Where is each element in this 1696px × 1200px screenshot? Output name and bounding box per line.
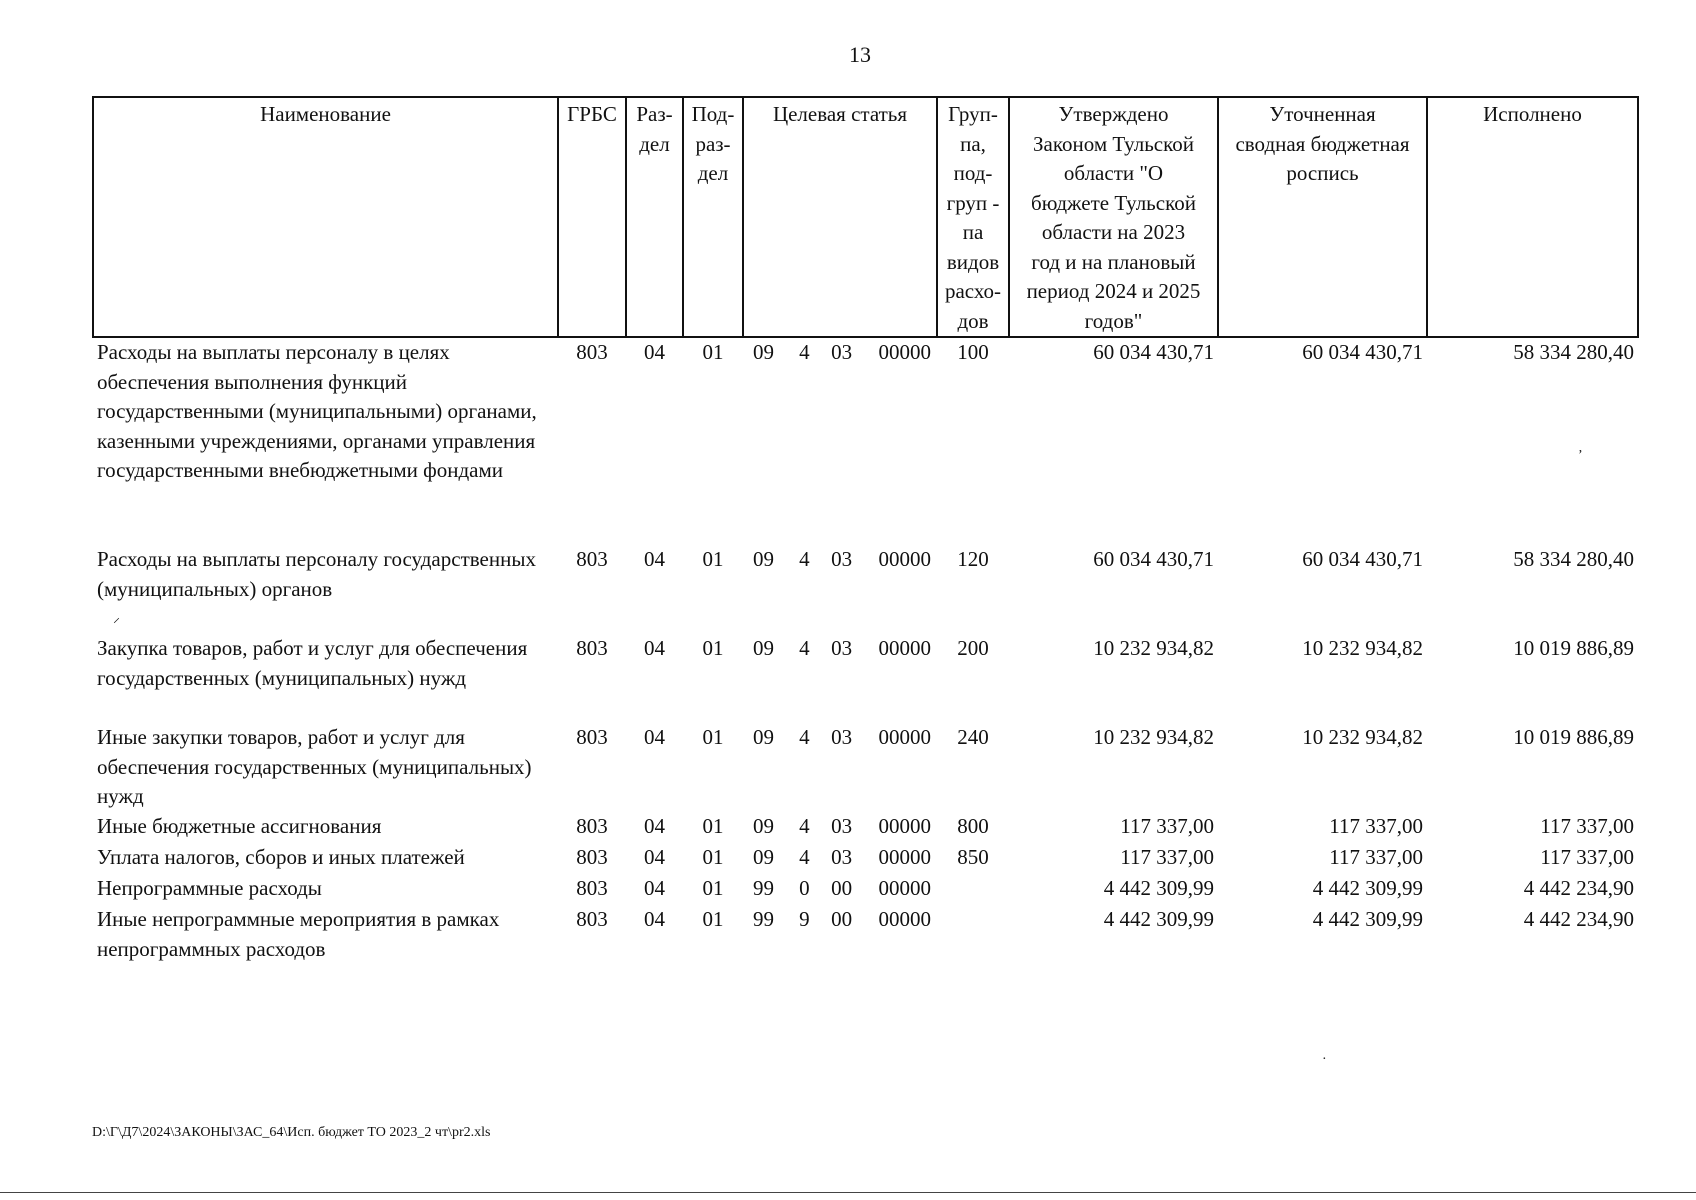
row-target [743, 874, 937, 905]
row-target [743, 634, 937, 723]
row-target [743, 545, 937, 634]
target-main: 03 [831, 845, 853, 869]
target-program: 09 [753, 340, 774, 364]
row-refined: 10 232 934,82 [1302, 636, 1423, 660]
header-executed: Исполнено [1427, 97, 1638, 337]
table-row [93, 905, 1638, 964]
row-group: 100 [957, 340, 989, 364]
row-target [743, 723, 937, 812]
table-row [93, 634, 1638, 723]
row-refined: 4 442 309,99 [1312, 907, 1423, 931]
target-direction: 00000 [878, 845, 931, 869]
bottom-rule [0, 1192, 1696, 1193]
row-grbs: 803 [576, 636, 608, 660]
row-podrazdel: 01 [702, 814, 724, 838]
row-executed: 10 019 886,89 [1513, 636, 1634, 660]
row-executed: 10 019 886,89 [1513, 725, 1634, 749]
header-podrazdel: Под- раз- дел [683, 97, 743, 337]
row-group: 200 [957, 636, 989, 660]
row-grbs: 803 [576, 814, 608, 838]
row-group [937, 874, 1009, 905]
row-name: Иные закупки товаров, работ и услуг для обеспечения государственных (муниципальных) нужд [97, 725, 532, 808]
row-group [937, 905, 1009, 964]
target-direction: 00000 [878, 547, 931, 571]
row-approved: 117 337,00 [1120, 845, 1214, 869]
row-grbs: 803 [576, 340, 608, 364]
row-podrazdel: 01 [702, 547, 724, 571]
row-executed: 4 442 234,90 [1523, 907, 1634, 931]
target-direction: 00000 [878, 340, 931, 364]
file-path-footer: D:\Г\Д7\2024\ЗАКОНЫ\ЗАС_64\Исп. бюджет ТО 2023_2 чт\pr2.xls [92, 1125, 491, 1140]
table-row [93, 337, 1638, 545]
target-program: 09 [753, 845, 774, 869]
row-refined: 60 034 430,71 [1302, 547, 1423, 571]
target-direction: 00000 [878, 725, 931, 749]
row-executed: 58 334 280,40 [1513, 547, 1634, 571]
target-program: 09 [753, 636, 774, 660]
row-approved: 117 337,00 [1120, 814, 1214, 838]
page-number: 13 [849, 42, 871, 67]
target-program: 09 [753, 725, 774, 749]
row-razdel: 04 [644, 340, 665, 364]
target-direction: 00000 [878, 907, 931, 931]
row-group: 850 [957, 845, 989, 869]
table-row [93, 545, 1638, 634]
target-program: 09 [753, 547, 774, 571]
row-razdel: 04 [644, 907, 665, 931]
row-refined: 117 337,00 [1329, 814, 1423, 838]
row-group: 800 [957, 814, 989, 838]
table-row [93, 812, 1638, 843]
row-name: Закупка товаров, работ и услуг для обеспечения государственных (муниципальных) нужд [97, 636, 528, 690]
target-type: 0 [799, 876, 810, 900]
row-approved: 4 442 309,99 [1103, 876, 1214, 900]
scan-speck: · [1322, 1052, 1327, 1067]
target-main: 03 [831, 725, 853, 749]
row-name: Непрограммные расходы [97, 876, 322, 900]
target-program: 99 [753, 907, 774, 931]
row-target [743, 337, 937, 545]
header-razdel: Раз- дел [626, 97, 683, 337]
row-refined: 117 337,00 [1329, 845, 1423, 869]
row-group: 240 [957, 725, 989, 749]
target-type: 4 [799, 845, 810, 869]
target-main: 00 [831, 907, 853, 931]
row-name: Иные непрограммные мероприятия в рамках непрограммных расходов [97, 907, 500, 961]
header-grbs: ГРБС [558, 97, 626, 337]
header-refined: Уточненная сводная бюджетная роспись [1218, 97, 1427, 337]
target-main: 03 [831, 340, 853, 364]
row-group: 120 [957, 547, 989, 571]
row-executed: 117 337,00 [1540, 845, 1634, 869]
row-podrazdel: 01 [702, 845, 724, 869]
target-type: 9 [799, 907, 810, 931]
row-podrazdel: 01 [702, 725, 724, 749]
table-row [93, 874, 1638, 905]
row-approved: 4 442 309,99 [1103, 907, 1214, 931]
row-executed: 58 334 280,40 [1513, 340, 1634, 364]
header-target: Целевая статья [743, 97, 937, 337]
target-type: 4 [799, 636, 810, 660]
target-program: 99 [753, 876, 774, 900]
scan-speck: ⸝ [113, 611, 120, 626]
row-approved: 10 232 934,82 [1093, 725, 1214, 749]
row-refined: 60 034 430,71 [1302, 340, 1423, 364]
row-grbs: 803 [576, 876, 608, 900]
row-razdel: 04 [644, 636, 665, 660]
row-approved: 60 034 430,71 [1093, 547, 1214, 571]
row-name: Расходы на выплаты персоналу в целях обеспечения выполнения функций государственными (муниципальными) органами, казенными учреждениями, органами управления государственными внебюджетными фондами [97, 340, 537, 482]
row-executed: 117 337,00 [1540, 814, 1634, 838]
row-podrazdel: 01 [702, 907, 724, 931]
row-target [743, 812, 937, 843]
budget-table [92, 96, 1639, 964]
target-type: 4 [799, 814, 810, 838]
row-refined: 10 232 934,82 [1302, 725, 1423, 749]
target-program: 09 [753, 814, 774, 838]
row-name: Иные бюджетные ассигнования [97, 814, 382, 838]
target-main: 03 [831, 636, 853, 660]
target-direction: 00000 [878, 876, 931, 900]
table-header-row [93, 97, 1638, 337]
header-name: Наименование [93, 97, 558, 337]
target-main: 03 [831, 814, 853, 838]
row-name: Расходы на выплаты персоналу государственных (муниципальных) органов [97, 547, 536, 601]
row-approved: 60 034 430,71 [1093, 340, 1214, 364]
target-direction: 00000 [878, 636, 931, 660]
row-razdel: 04 [644, 547, 665, 571]
header-group: Груп- па, под- груп - па видов расхо- дов [937, 97, 1009, 337]
row-refined: 4 442 309,99 [1312, 876, 1423, 900]
row-grbs: 803 [576, 725, 608, 749]
target-type: 4 [799, 547, 810, 571]
target-direction: 00000 [878, 814, 931, 838]
row-executed: 4 442 234,90 [1523, 876, 1634, 900]
row-razdel: 04 [644, 725, 665, 749]
scan-speck: ʼ [1578, 448, 1583, 463]
target-main: 00 [831, 876, 853, 900]
row-grbs: 803 [576, 907, 608, 931]
row-target [743, 905, 937, 964]
row-grbs: 803 [576, 845, 608, 869]
target-type: 4 [799, 725, 810, 749]
target-type: 4 [799, 340, 810, 364]
row-name: Уплата налогов, сборов и иных платежей [97, 845, 465, 869]
table-row [93, 723, 1638, 812]
row-podrazdel: 01 [702, 636, 724, 660]
row-target [743, 843, 937, 874]
row-podrazdel: 01 [702, 340, 724, 364]
header-approved: Утверждено Законом Тульской области "О бюджете Тульской области на 2023 год и на плановый период 2024 и 2025 годов" [1009, 97, 1218, 337]
row-approved: 10 232 934,82 [1093, 636, 1214, 660]
row-podrazdel: 01 [702, 876, 724, 900]
row-razdel: 04 [644, 814, 665, 838]
row-razdel: 04 [644, 876, 665, 900]
table-row [93, 843, 1638, 874]
target-main: 03 [831, 547, 853, 571]
row-razdel: 04 [644, 845, 665, 869]
row-grbs: 803 [576, 547, 608, 571]
